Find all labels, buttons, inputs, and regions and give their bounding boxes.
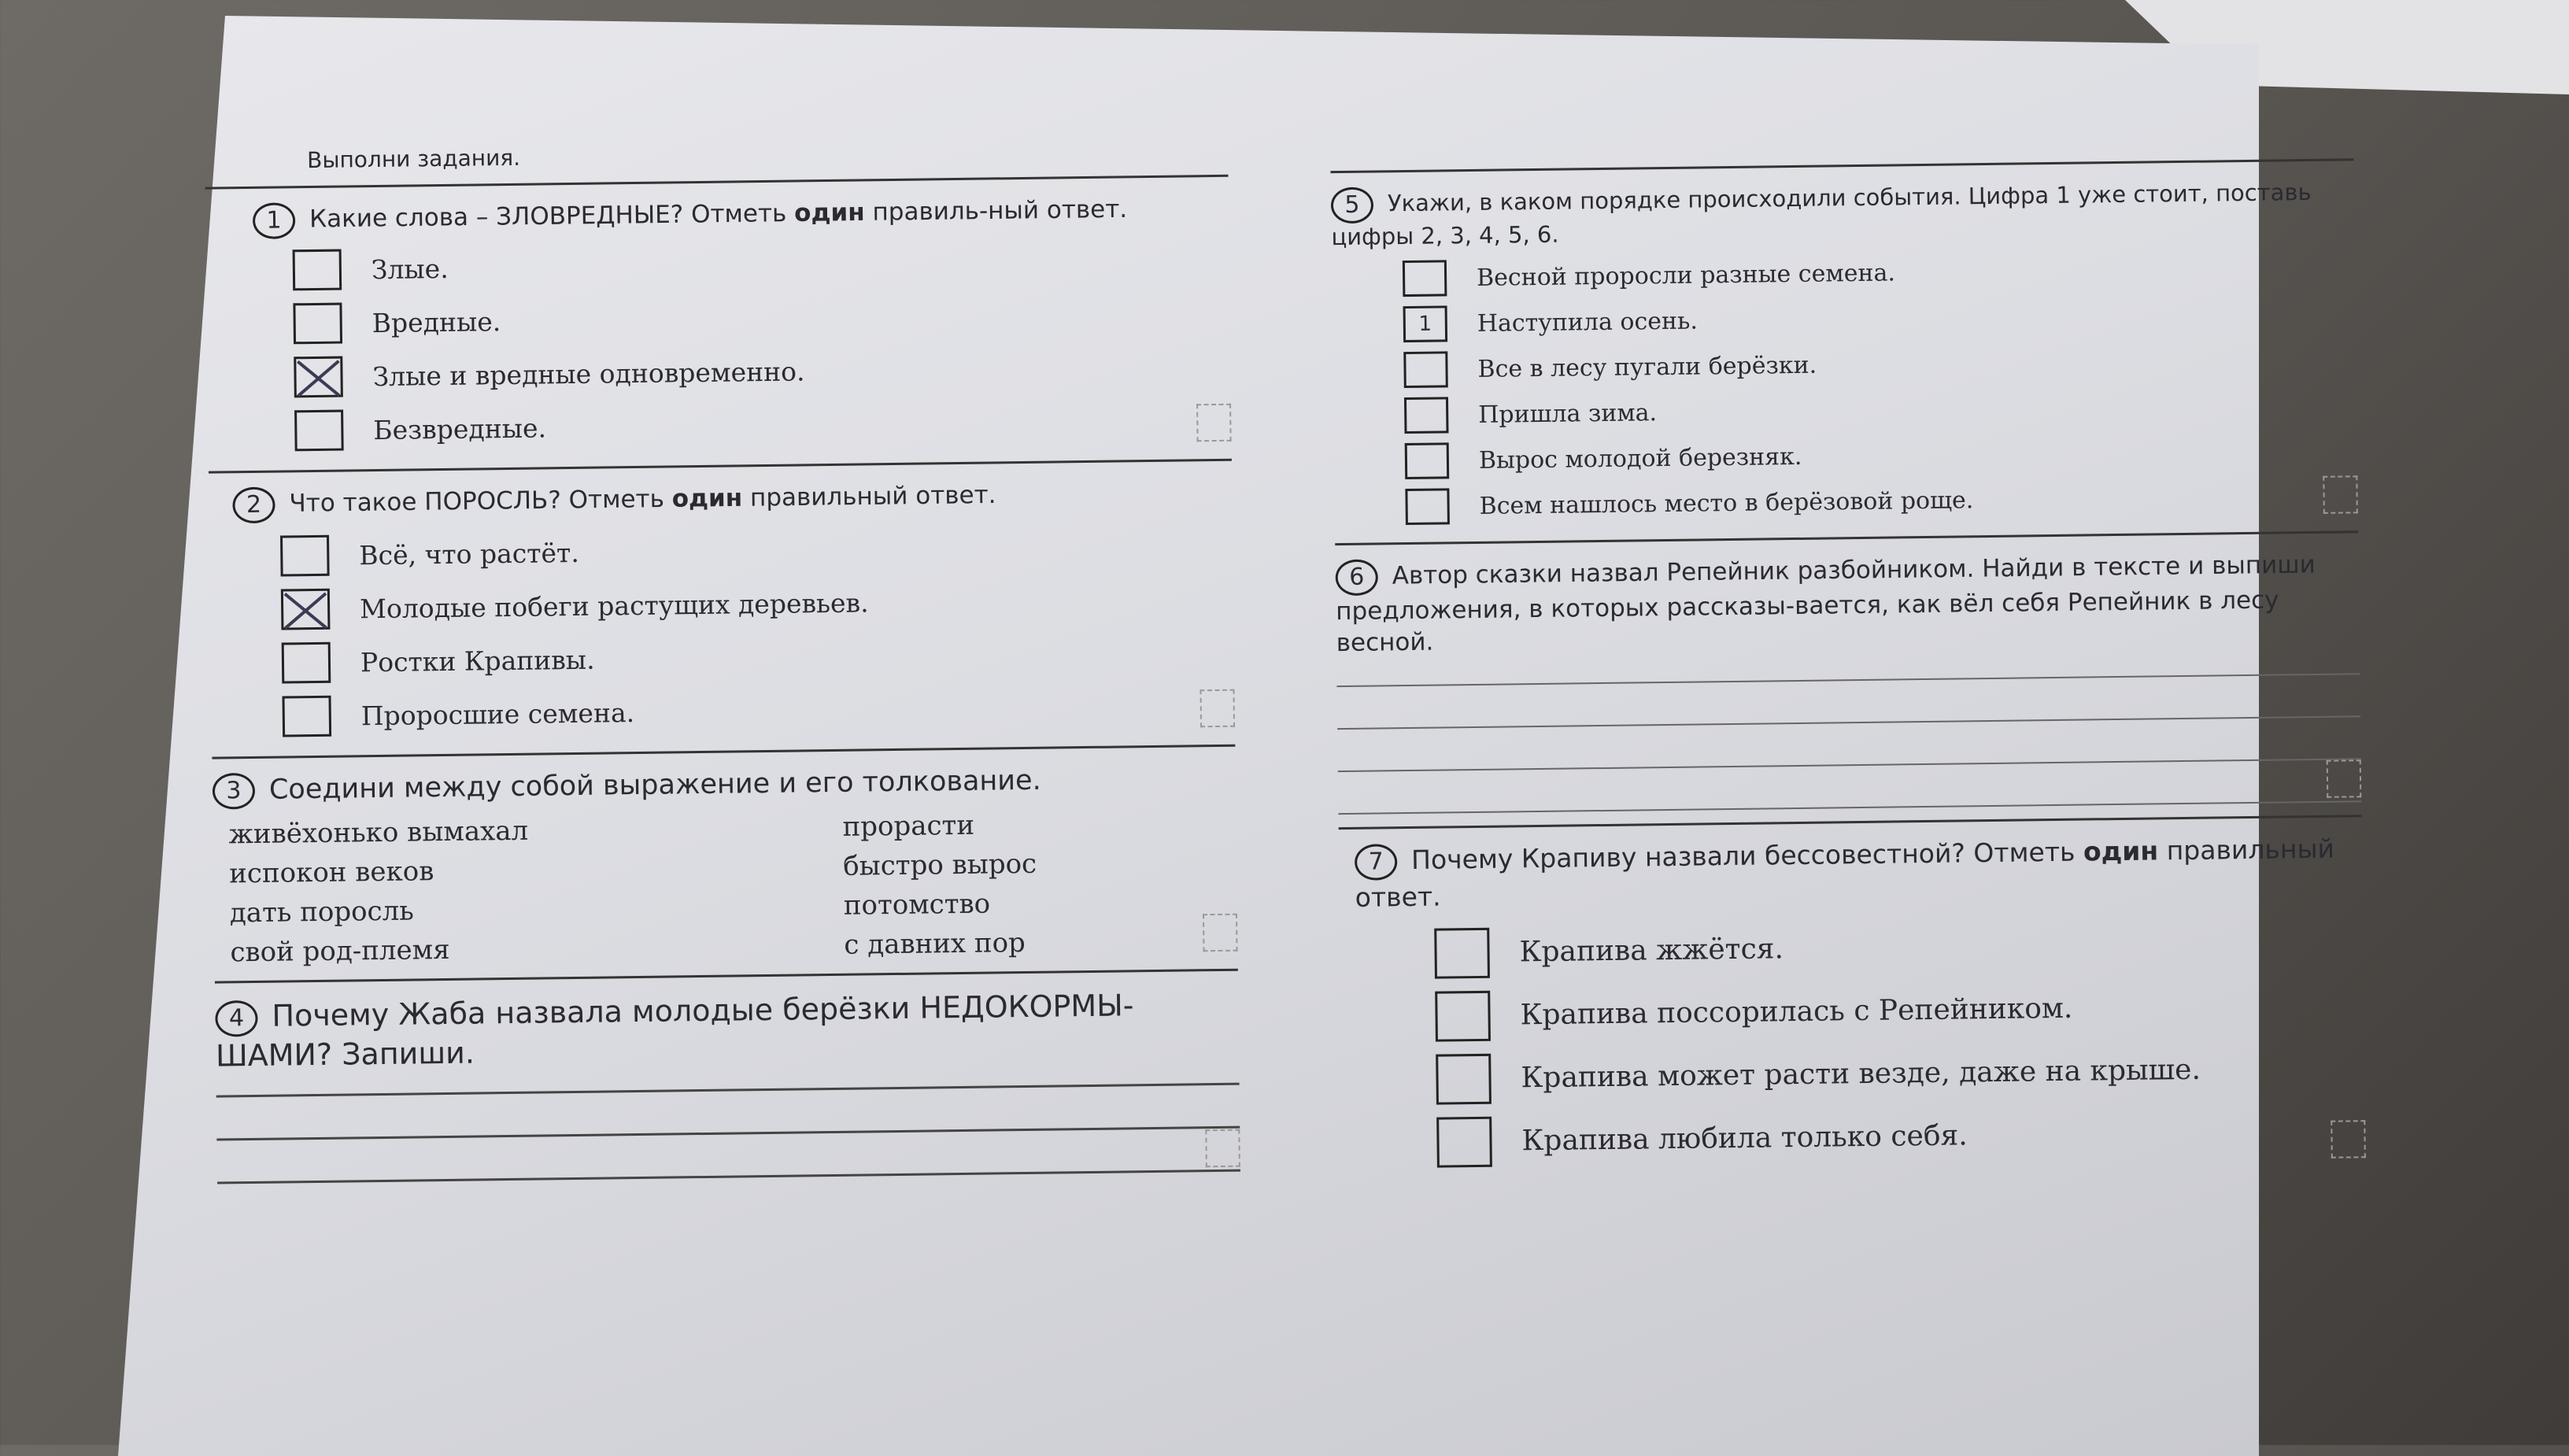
meaning[interactable]: потомство [843, 888, 991, 922]
checkbox[interactable] [293, 249, 342, 291]
task-1-question [205, 191, 1229, 240]
answer-line[interactable] [1336, 673, 2360, 687]
task-2-question-bold: один [671, 483, 743, 513]
number-box[interactable] [1403, 260, 1447, 297]
meaning[interactable]: быстро вырос [842, 848, 1037, 882]
number-box[interactable]: 1 [1403, 305, 1448, 342]
task-3-question-text: Соедини между собой выражение и его толкование. [268, 764, 1041, 806]
option-label: Весной проросли разные семена. [1476, 258, 1896, 292]
task-2-question-text-end: правильный ответ. [741, 480, 996, 512]
score-box [1205, 1129, 1240, 1167]
divider [1330, 158, 2353, 173]
divider [212, 745, 1235, 759]
divider [1335, 530, 2358, 545]
task-4 [215, 985, 1240, 1184]
option-label: Ростки Крапивы. [360, 644, 595, 678]
checkbox[interactable] [294, 410, 344, 452]
checkbox[interactable] [282, 642, 331, 684]
option-label: Все в лесу пугали берёзки. [1477, 351, 1817, 383]
task-5-question-text: Укажи, в каком порядке происходили события. Цифра 1 уже стоит, поставь цифры 2, 3, 4, 5, 6. [1331, 178, 2312, 251]
checkbox[interactable] [280, 535, 330, 577]
task-2-number: 2 [232, 487, 275, 524]
option-label: Крапива жжётся. [1519, 933, 1784, 969]
task-1-question-text: Какие слова – ЗЛОВРЕДНЫЕ? Отметь [309, 199, 795, 234]
number-box[interactable] [1403, 351, 1448, 388]
left-column [205, 136, 1240, 1184]
score-box [2323, 475, 2358, 514]
option-label: Злые. [371, 253, 449, 285]
task-6-question-text: Автор сказки назвал Репейник разбойником. Найди в тексте и выпиши предложения, в которых рассказы-вается, как вёл себя Репейник в лесу весной. [1336, 550, 2316, 658]
task-1-question-bold: один [793, 198, 865, 228]
checkbox[interactable] [293, 303, 342, 345]
option-label: Молодые побеги растущих деревьев. [359, 586, 869, 624]
expression[interactable]: живёхонько вымахал [228, 815, 529, 851]
task-7-question-text-end: правильный ответ. [1355, 833, 2335, 913]
checkbox[interactable] [1436, 1053, 1491, 1104]
answer-line[interactable] [1337, 715, 2360, 730]
meaning[interactable]: прорасти [842, 809, 975, 843]
task-1-question-text-end: правиль-ный ответ. [864, 194, 1128, 227]
task-2-question-text: Что такое ПОРОСЛЬ? Отметь [289, 484, 672, 518]
score-box [2327, 759, 2362, 798]
checkbox-checked[interactable] [294, 357, 343, 398]
task-7-question [1339, 831, 2363, 915]
checkbox-checked[interactable] [281, 589, 331, 630]
answer-line[interactable] [1338, 800, 2361, 815]
task-7-option[interactable] [1434, 911, 2364, 985]
option-label: Безвредные. [373, 412, 547, 445]
score-box [1203, 914, 1238, 952]
task-3-number: 3 [213, 773, 256, 810]
option-label: Крапива поссорилась с Репейником. [1520, 992, 2073, 1032]
task-7 [1339, 831, 2366, 1174]
task-1 [205, 191, 1232, 459]
option-label: Крапива любила только себя. [1521, 1119, 1968, 1158]
task-7-number: 7 [1355, 844, 1398, 881]
option-label: Проросшие семена. [360, 697, 635, 731]
checkbox[interactable] [283, 696, 332, 737]
option-label: Пришла зима. [1478, 398, 1658, 429]
task-7-question-text: Почему Крапиву назвали бессовестной? Отметь [1410, 836, 2084, 875]
task-5-question [1331, 175, 2355, 250]
task-2-question [209, 475, 1232, 524]
matching-pairs [213, 807, 1237, 969]
task-6 [1335, 547, 2361, 815]
task-6-question [1335, 547, 2359, 659]
answer-line[interactable] [216, 1125, 1240, 1140]
option-label: Вырос молодой березняк. [1478, 442, 1802, 475]
meaning[interactable]: с давних пор [844, 926, 1026, 961]
intro-heading: Выполни задания. [306, 144, 521, 174]
task-1-number: 1 [253, 202, 296, 239]
checkbox[interactable] [1434, 927, 1490, 978]
option-label: Злые и вредные одновременно. [372, 355, 805, 392]
checkbox[interactable] [1436, 1116, 1492, 1167]
right-column [1330, 122, 2366, 1174]
task-7-option[interactable] [1436, 1037, 2365, 1110]
task-4-number: 4 [215, 1000, 258, 1037]
expression[interactable]: свой род-племя [230, 933, 450, 969]
task-7-option[interactable] [1436, 1099, 2366, 1173]
option-label: Наступила осень. [1477, 306, 1698, 338]
number-box[interactable] [1404, 397, 1449, 434]
task-4-question [215, 985, 1239, 1074]
worksheet-content [118, 123, 2335, 1425]
expression[interactable]: испокон веков [229, 855, 434, 890]
task-2 [209, 475, 1235, 745]
answer-line[interactable] [1338, 758, 2361, 772]
divider [215, 969, 1238, 984]
score-box [2331, 1120, 2366, 1159]
option-label: Вредные. [371, 305, 501, 338]
divider [1339, 815, 2362, 830]
score-box [1196, 404, 1232, 442]
task-5-number: 5 [1331, 187, 1374, 224]
option-label: Всё, что растёт. [359, 537, 580, 571]
task-3-question [213, 761, 1236, 810]
checkbox[interactable] [1435, 990, 1491, 1041]
number-box[interactable] [1405, 488, 1450, 525]
expression[interactable]: дать поросль [229, 895, 414, 929]
divider [205, 175, 1229, 190]
task-2-option[interactable] [282, 678, 1235, 744]
task-4-question-text: Почему Жаба назвала молодые берёзки НЕДОКОРМЫ-ШАМИ? Запиши. [215, 988, 1134, 1074]
number-box[interactable] [1405, 442, 1450, 479]
task-1-option[interactable] [294, 393, 1232, 458]
answer-line[interactable] [217, 1169, 1240, 1184]
score-box [1199, 689, 1235, 728]
task-7-option[interactable] [1435, 974, 2364, 1048]
task-7-question-bold: один [2083, 835, 2159, 867]
divider [209, 459, 1232, 474]
task-6-number: 6 [1335, 559, 1378, 596]
option-label: Крапива может расти везде, даже на крыше. [1521, 1053, 2201, 1095]
answer-line[interactable] [216, 1082, 1240, 1097]
task-5 [1331, 175, 2358, 530]
task-3 [213, 761, 1238, 969]
option-label: Всем нашлось место в берёзовой роще. [1479, 486, 1974, 520]
